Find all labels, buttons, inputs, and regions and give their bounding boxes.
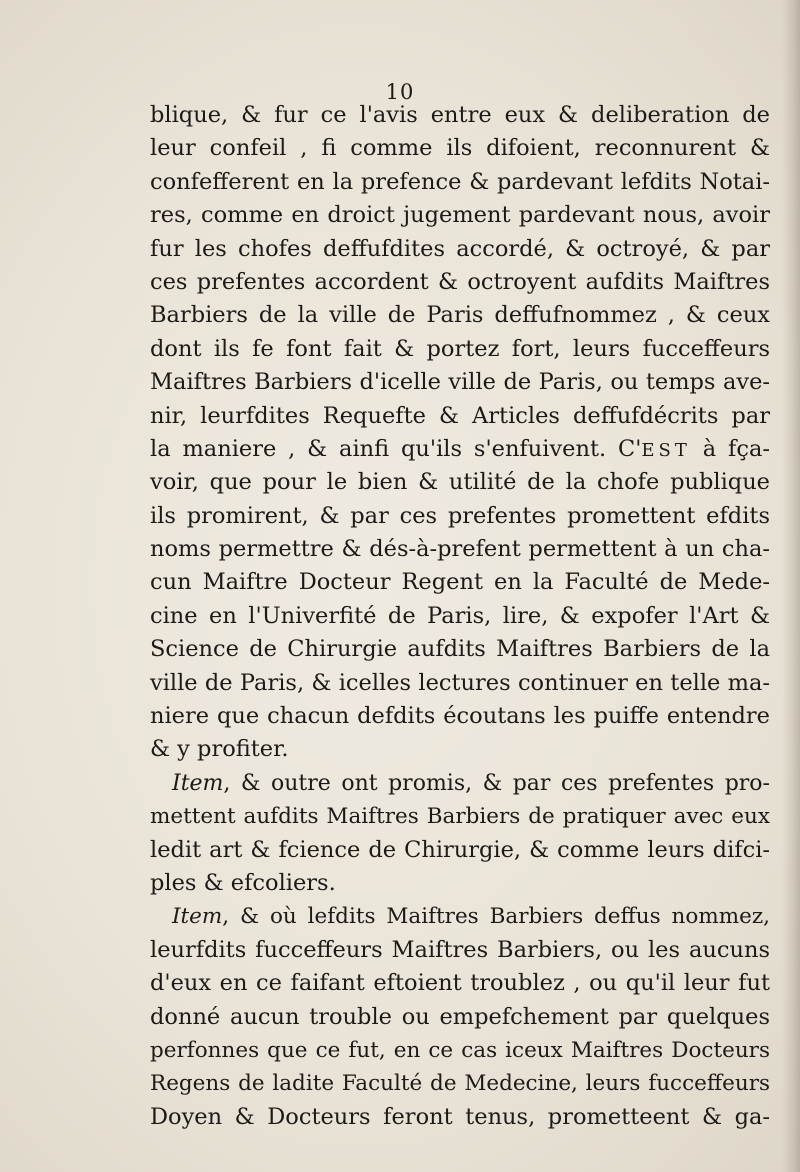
text-line: Barbiers de la ville de Paris deffufnommez , & ceux (150, 302, 770, 329)
text-line: cun Maiftre Docteur Regent en la Faculté de Mede- (150, 569, 770, 596)
text-line (150, 900, 770, 933)
text-line: ils promirent, & par ces prefentes promettent efdits (150, 502, 770, 529)
italic-item: Item (172, 904, 223, 930)
italic-item: Item (172, 770, 224, 796)
text-line: d'eux en ce faifant eftoient troublez , ou qu'il leur fut (150, 970, 770, 997)
text-line: donné aucun trouble ou empefchement par quelques (150, 1003, 770, 1030)
text-line: noms permettre & dés-à-prefent permettent à un cha- (150, 536, 770, 563)
text-line: perfonnes que ce fut, en ce cas iceux Maiftres Docteurs (150, 1037, 770, 1063)
body-text (150, 99, 770, 1134)
text-line (150, 767, 770, 800)
text-line: leurfdits fucceffeurs Maiftres Barbiers, ou les aucuns (150, 936, 770, 963)
text-line: leur confeil , fi comme ils difoient, reconnurent & (150, 135, 770, 162)
text-segment: la maniere , & ainfi qu'ils s'enfuivent. C' (150, 435, 642, 462)
text-line: blique, & fur ce l'avis entre eux & deliberation de (150, 102, 770, 128)
text-line (150, 433, 770, 466)
text-segment: à fça- (690, 435, 770, 462)
text-line: confefferent en la prefence & pardevant lefdits Notai- (150, 168, 770, 195)
text-segment: , & où lefdits Maiftres Barbiers deffus nommez, (222, 904, 770, 930)
text-line: nir, leurfdites Requefte & Articles deffufdécrits par (150, 402, 770, 429)
text-line: res, comme en droict jugement pardevant nous, avoir (150, 202, 770, 229)
text-line: ces prefentes accordent & octroyent aufdits Maiftres (150, 268, 770, 295)
text-line: niere que chacun defdits écoutans les puiffe entendre (150, 703, 770, 730)
text-line: & y profiter. (150, 736, 289, 763)
text-line: ledit art & fcience de Chirurgie, & comme leurs difci- (150, 836, 770, 863)
text-line: Maiftres Barbiers d'icelle ville de Paris, ou temps ave- (150, 369, 770, 396)
text-line: dont ils fe font fait & portez fort, leurs fucceffeurs (150, 335, 770, 362)
text-line: Regens de ladite Faculté de Medecine, leurs fucceffeurs (150, 1071, 770, 1097)
spaced-capitals: EST (641, 439, 691, 461)
text-line: ville de Paris, & icelles lectures continuer en telle ma- (150, 669, 770, 696)
text-line: fur les chofes deffufdites accordé, & octroyé, & par (150, 235, 770, 262)
page-edge-shadow (782, 0, 800, 1172)
text-line: Science de Chirurgie aufdits Maiftres Barbiers de la (150, 636, 770, 663)
text-line: mettent aufdits Maiftres Barbiers de pratiquer avec eux (150, 804, 770, 830)
text-line: Doyen & Docteurs feront tenus, prometteent & ga- (150, 1103, 770, 1130)
text-line: ples & efcoliers. (150, 869, 336, 896)
page-number: 10 (385, 80, 415, 104)
text-line: voir, que pour le bien & utilité de la chofe publique (150, 469, 770, 496)
text-line: cine en l'Univerfité de Paris, lire, & expofer l'Art & (150, 602, 770, 629)
text-segment: , & outre ont promis, & par ces prefentes pro- (223, 770, 770, 796)
